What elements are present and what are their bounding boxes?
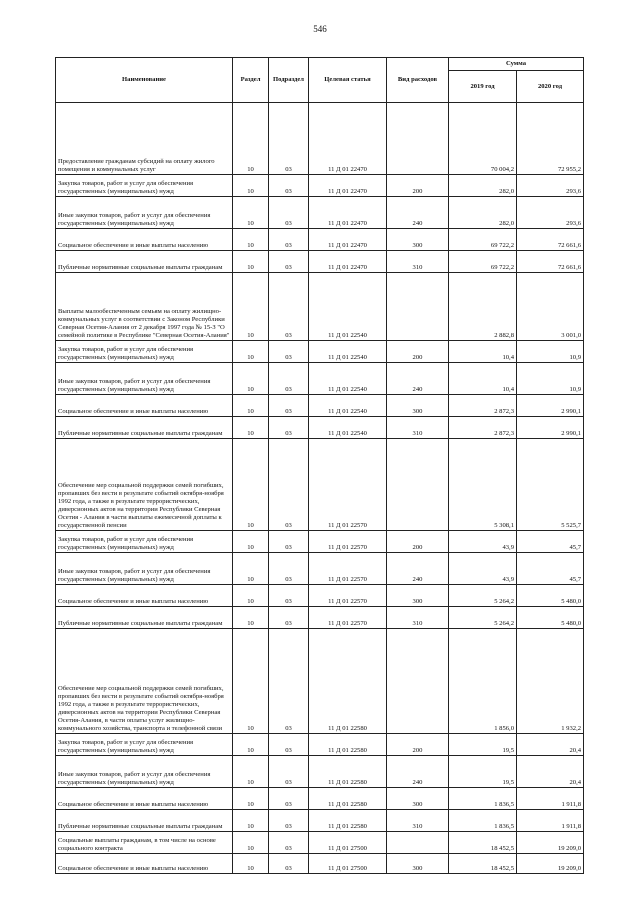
- table-row: [56, 197, 584, 229]
- table-cell-2020: 72 955,2: [517, 103, 584, 175]
- table-row: [56, 439, 584, 531]
- table-cell-razdel: 10: [233, 629, 269, 734]
- table-cell-razdel: 10: [233, 788, 269, 810]
- table-cell-name: Социальное обеспечение и иные выплаты населению: [56, 788, 233, 810]
- table-cell-razdel: 10: [233, 197, 269, 229]
- table-cell-razdel: 10: [233, 553, 269, 585]
- table-cell-name: Социальные выплаты гражданам, в том числе на основе социального контракта: [56, 832, 233, 854]
- table-cell-razdel: 10: [233, 854, 269, 874]
- table-cell-vid: 240: [387, 553, 449, 585]
- table-row: [56, 229, 584, 251]
- table-cell-2019: 10,4: [449, 363, 517, 395]
- table-cell-2020: 1 911,8: [517, 788, 584, 810]
- table-cell-razdel: 10: [233, 395, 269, 417]
- table-cell-2019: 1 856,0: [449, 629, 517, 734]
- table-cell-vid: 300: [387, 229, 449, 251]
- table-cell-2019: 5 264,2: [449, 607, 517, 629]
- page-number: 546: [313, 24, 327, 34]
- table-cell-podrazdel: 03: [269, 417, 309, 439]
- table-cell-2020: 10,9: [517, 341, 584, 363]
- table-cell-podrazdel: 03: [269, 341, 309, 363]
- table-row: [56, 607, 584, 629]
- header-name: Наименование: [56, 58, 233, 103]
- table-header: [56, 58, 584, 103]
- table-cell-name: Публичные нормативные социальные выплаты гражданам: [56, 810, 233, 832]
- table-cell-razdel: 10: [233, 229, 269, 251]
- table-cell-razdel: 10: [233, 103, 269, 175]
- table-row: [56, 734, 584, 756]
- table-row: [56, 585, 584, 607]
- table-cell-2019: 2 872,3: [449, 395, 517, 417]
- table-cell-target: 11 Д 01 22540: [309, 395, 387, 417]
- table-cell-2019: 282,0: [449, 175, 517, 197]
- table-cell-2020: 5 525,7: [517, 439, 584, 531]
- table-cell-2020: 10,9: [517, 363, 584, 395]
- table-cell-vid: [387, 103, 449, 175]
- table-row: [56, 363, 584, 395]
- table-cell-name: Публичные нормативные социальные выплаты гражданам: [56, 607, 233, 629]
- table-cell-2020: 19 209,0: [517, 832, 584, 854]
- table-cell-name: Иные закупки товаров, работ и услуг для обеспечения государственных (муниципальных) нужд: [56, 197, 233, 229]
- table-cell-podrazdel: 03: [269, 585, 309, 607]
- table-cell-podrazdel: 03: [269, 553, 309, 585]
- table-cell-razdel: 10: [233, 832, 269, 854]
- table-cell-2020: 5 480,0: [517, 585, 584, 607]
- table-cell-2020: 20,4: [517, 756, 584, 788]
- table-cell-vid: 200: [387, 734, 449, 756]
- table-cell-name: Предоставление гражданам субсидий на оплату жилого помещения и коммунальных услуг: [56, 103, 233, 175]
- table-cell-razdel: 10: [233, 585, 269, 607]
- table-cell-2020: 2 990,1: [517, 395, 584, 417]
- table-cell-name: Социальное обеспечение и иные выплаты населению: [56, 395, 233, 417]
- table-cell-razdel: 10: [233, 363, 269, 395]
- table-cell-2019: 1 836,5: [449, 810, 517, 832]
- table-cell-target: 11 Д 01 22540: [309, 341, 387, 363]
- table-cell-vid: 240: [387, 197, 449, 229]
- table-cell-name: Публичные нормативные социальные выплаты гражданам: [56, 417, 233, 439]
- table-cell-2019: 2 872,3: [449, 417, 517, 439]
- table-cell-podrazdel: 03: [269, 854, 309, 874]
- table-cell-name: Публичные нормативные социальные выплаты гражданам: [56, 251, 233, 273]
- table-cell-name: Закупка товаров, работ и услуг для обеспечения государственных (муниципальных) нужд: [56, 341, 233, 363]
- table-cell-razdel: 10: [233, 175, 269, 197]
- table-cell-podrazdel: 03: [269, 734, 309, 756]
- table-cell-target: 11 Д 01 22470: [309, 175, 387, 197]
- table-row: [56, 417, 584, 439]
- table-cell-podrazdel: 03: [269, 788, 309, 810]
- table-cell-2019: 70 004,2: [449, 103, 517, 175]
- table-cell-2020: 1 932,2: [517, 629, 584, 734]
- table-cell-vid: 200: [387, 175, 449, 197]
- table-cell-vid: 240: [387, 363, 449, 395]
- table-cell-vid: 300: [387, 788, 449, 810]
- table-row: [56, 788, 584, 810]
- table-cell-razdel: 10: [233, 734, 269, 756]
- table-cell-2020: 45,7: [517, 553, 584, 585]
- table-cell-name: Выплаты малообеспеченным семьям на оплату жилищно-коммунальных услуг в соответствии с Законом Республики Северная Осетия-Алания от 2 декабря 1997 года № 15-З "О семейной политике в Республике "Северная Осетия-Алания": [56, 273, 233, 341]
- table-cell-name: Закупка товаров, работ и услуг для обеспечения государственных (муниципальных) нужд: [56, 734, 233, 756]
- table-cell-target: 11 Д 01 22570: [309, 439, 387, 531]
- table-cell-target: 11 Д 01 22470: [309, 251, 387, 273]
- table-cell-name: Обеспечение мер социальной поддержки семей погибших, пропавших без вести в результате событий октября-ноября 1992 года, а также в результате террористических, диверсионных актов на территории Республики Северная Осетия-Алания, в части оплаты услуг жилищно-коммунального хозяйства, транспорта и телефонной связи: [56, 629, 233, 734]
- table-cell-vid: 200: [387, 341, 449, 363]
- table-cell-target: 11 Д 01 22470: [309, 103, 387, 175]
- table-cell-vid: 300: [387, 585, 449, 607]
- table-cell-podrazdel: 03: [269, 439, 309, 531]
- table-cell-vid: [387, 832, 449, 854]
- table-cell-podrazdel: 03: [269, 810, 309, 832]
- table-cell-razdel: 10: [233, 756, 269, 788]
- table-cell-2020: 293,6: [517, 175, 584, 197]
- table-cell-razdel: 10: [233, 439, 269, 531]
- table-cell-target: 11 Д 01 22470: [309, 229, 387, 251]
- table-row: [56, 553, 584, 585]
- table-cell-name: Закупка товаров, работ и услуг для обеспечения государственных (муниципальных) нужд: [56, 531, 233, 553]
- table-cell-podrazdel: 03: [269, 756, 309, 788]
- table-cell-podrazdel: 03: [269, 629, 309, 734]
- table-cell-2020: 20,4: [517, 734, 584, 756]
- table-cell-podrazdel: 03: [269, 607, 309, 629]
- table-cell-2019: 19,5: [449, 734, 517, 756]
- table-cell-razdel: 10: [233, 341, 269, 363]
- table-cell-vid: 200: [387, 531, 449, 553]
- table-cell-2020: 3 001,0: [517, 273, 584, 341]
- table-cell-target: 11 Д 01 22570: [309, 531, 387, 553]
- table-cell-2019: 69 722,2: [449, 229, 517, 251]
- table-cell-2020: 5 480,0: [517, 607, 584, 629]
- header-2019: 2019 год: [449, 71, 517, 103]
- table-cell-razdel: 10: [233, 273, 269, 341]
- table-cell-vid: 310: [387, 417, 449, 439]
- table-cell-name: Социальное обеспечение и иные выплаты населению: [56, 854, 233, 874]
- header-target: Целевая статья: [309, 58, 387, 103]
- table-cell-2020: 2 990,1: [517, 417, 584, 439]
- table-row: [56, 395, 584, 417]
- table-cell-name: Закупка товаров, работ и услуг для обеспечения государственных (муниципальных) нужд: [56, 175, 233, 197]
- table-cell-name: Иные закупки товаров, работ и услуг для обеспечения государственных (муниципальных) нужд: [56, 553, 233, 585]
- table-cell-2019: 5 264,2: [449, 585, 517, 607]
- table-cell-2020: 72 661,6: [517, 251, 584, 273]
- table-cell-2019: 1 836,5: [449, 788, 517, 810]
- table-cell-vid: [387, 273, 449, 341]
- table-cell-podrazdel: 03: [269, 103, 309, 175]
- table-cell-vid: 300: [387, 395, 449, 417]
- header-razdel: Раздел: [233, 58, 269, 103]
- table-cell-podrazdel: 03: [269, 531, 309, 553]
- table-cell-2019: 2 882,8: [449, 273, 517, 341]
- table-row: [56, 273, 584, 341]
- table-row: [56, 341, 584, 363]
- table-cell-target: 11 Д 01 22580: [309, 788, 387, 810]
- table-cell-2019: 43,9: [449, 553, 517, 585]
- table-cell-target: 11 Д 01 22580: [309, 756, 387, 788]
- table-cell-vid: 300: [387, 854, 449, 874]
- table-row: [56, 531, 584, 553]
- table-row: [56, 832, 584, 854]
- table-cell-podrazdel: 03: [269, 395, 309, 417]
- table-cell-name: Иные закупки товаров, работ и услуг для обеспечения государственных (муниципальных) нужд: [56, 756, 233, 788]
- table-cell-vid: [387, 629, 449, 734]
- table-cell-target: 11 Д 01 22540: [309, 363, 387, 395]
- table-cell-podrazdel: 03: [269, 832, 309, 854]
- table-cell-vid: 240: [387, 756, 449, 788]
- table-row: [56, 756, 584, 788]
- table-body: [56, 103, 584, 874]
- table-cell-2019: 10,4: [449, 341, 517, 363]
- table-cell-razdel: 10: [233, 531, 269, 553]
- header-2020: 2020 год: [517, 71, 584, 103]
- table-row: [56, 810, 584, 832]
- table-cell-name: Иные закупки товаров, работ и услуг для обеспечения государственных (муниципальных) нужд: [56, 363, 233, 395]
- table-cell-podrazdel: 03: [269, 175, 309, 197]
- table-cell-target: 11 Д 01 22540: [309, 273, 387, 341]
- table-cell-vid: 310: [387, 810, 449, 832]
- table-cell-2019: 5 308,1: [449, 439, 517, 531]
- table-cell-target: 11 Д 01 22580: [309, 629, 387, 734]
- header-sum: Сумма: [449, 58, 584, 71]
- table-row: [56, 629, 584, 734]
- table-cell-name: Социальное обеспечение и иные выплаты населению: [56, 229, 233, 251]
- table-cell-target: 11 Д 01 22570: [309, 553, 387, 585]
- table-cell-2020: 1 911,8: [517, 810, 584, 832]
- table-cell-target: 11 Д 01 22540: [309, 417, 387, 439]
- table-cell-target: 11 Д 01 27500: [309, 832, 387, 854]
- table-cell-target: 11 Д 01 22580: [309, 810, 387, 832]
- table-cell-target: 11 Д 01 27500: [309, 854, 387, 874]
- table-cell-podrazdel: 03: [269, 363, 309, 395]
- table-cell-podrazdel: 03: [269, 197, 309, 229]
- header-podrazdel: Подраздел: [269, 58, 309, 103]
- table-cell-vid: 310: [387, 607, 449, 629]
- table-cell-podrazdel: 03: [269, 273, 309, 341]
- table-cell-razdel: 10: [233, 607, 269, 629]
- table-cell-razdel: 10: [233, 810, 269, 832]
- table-cell-2019: 18 452,5: [449, 854, 517, 874]
- table-cell-2020: 19 209,0: [517, 854, 584, 874]
- table-cell-podrazdel: 03: [269, 251, 309, 273]
- table-cell-2019: 19,5: [449, 756, 517, 788]
- table-cell-vid: 310: [387, 251, 449, 273]
- table-cell-name: Социальное обеспечение и иные выплаты населению: [56, 585, 233, 607]
- table-cell-vid: [387, 439, 449, 531]
- table-cell-razdel: 10: [233, 417, 269, 439]
- table-cell-target: 11 Д 01 22570: [309, 585, 387, 607]
- table-cell-podrazdel: 03: [269, 229, 309, 251]
- table-cell-2020: 45,7: [517, 531, 584, 553]
- table-row: [56, 103, 584, 175]
- table-cell-2020: 72 661,6: [517, 229, 584, 251]
- table-row: [56, 175, 584, 197]
- header-vid: Вид расходов: [387, 58, 449, 103]
- table-cell-target: 11 Д 01 22470: [309, 197, 387, 229]
- table-cell-2019: 43,9: [449, 531, 517, 553]
- table-cell-target: 11 Д 01 22570: [309, 607, 387, 629]
- budget-table: [55, 57, 584, 874]
- table-cell-name: Обеспечение мер социальной поддержки семей погибших, пропавших без вести в результате событий октября-ноября 1992 года, а также в результате террористических, диверсионных актов на территории Республики Северная Осетия - Алания в части выплаты ежемесячной доплаты к государственной пенсии: [56, 439, 233, 531]
- table-cell-2019: 282,0: [449, 197, 517, 229]
- table-cell-target: 11 Д 01 22580: [309, 734, 387, 756]
- table-cell-2019: 18 452,5: [449, 832, 517, 854]
- table-cell-razdel: 10: [233, 251, 269, 273]
- table-row: [56, 251, 584, 273]
- table-row: [56, 854, 584, 874]
- table-cell-2019: 69 722,2: [449, 251, 517, 273]
- table-cell-2020: 293,6: [517, 197, 584, 229]
